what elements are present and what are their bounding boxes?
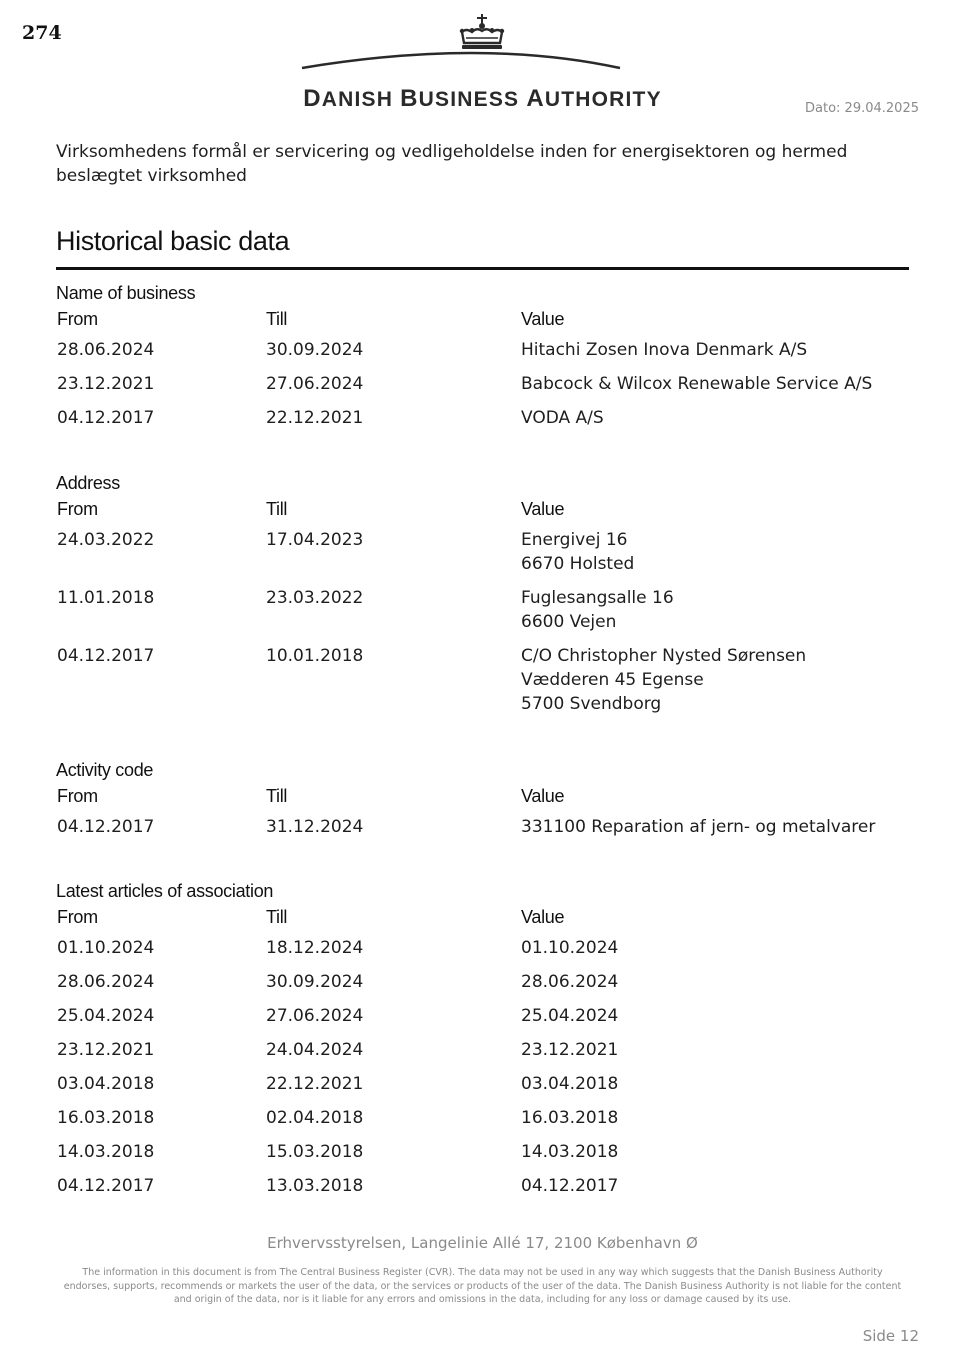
column-header-from: From [57,499,98,519]
cell-from: 16.03.2018 [57,1108,155,1128]
column-header-till: Till [266,907,288,927]
cell-value: 331100 Reparation af jern- og metalvarer [521,817,876,837]
business-purpose: Virksomhedens formål er servicering og vedligeholdelse inden for energisektoren og hermed beslægtet virksomhed [56,142,848,186]
cell-value: 6600 Vejen [521,612,617,632]
cell-till: 27.06.2024 [266,1006,364,1026]
document-date: Dato: 29.04.2025 [805,101,919,116]
cell-from: 23.12.2021 [57,374,155,394]
cell-value: 01.10.2024 [521,938,619,958]
cell-from: 28.06.2024 [57,340,155,360]
column-header-value: Value [521,499,565,519]
cell-value: Energivej 16 [521,530,628,550]
column-header-till: Till [266,786,288,806]
cell-value: Hitachi Zosen Inova Denmark A/S [521,340,808,360]
column-header-till: Till [266,309,288,329]
crown-icon [290,10,675,85]
cell-till: 23.03.2022 [266,588,364,608]
cell-value: 5700 Svendborg [521,694,662,714]
cell-from: 28.06.2024 [57,972,155,992]
danish-business-authority-logo [290,10,675,112]
cell-value: 16.03.2018 [521,1108,619,1128]
column-header-from: From [57,309,98,329]
cell-value: Babcock & Wilcox Renewable Service A/S [521,374,873,394]
cell-value: C/O Christopher Nysted Sørensen [521,646,807,666]
logo-wordmark: DANISH BUSINESS AUTHORITY [303,85,662,112]
cell-till: 17.04.2023 [266,530,364,550]
group-title-name-of-business: Name of business [56,283,196,303]
cell-value: 6670 Holsted [521,554,635,574]
cell-value: 04.12.2017 [521,1176,619,1196]
footer-address: Erhvervsstyrelsen, Langelinie Allé 17, 2100 København Ø [267,1234,698,1252]
cell-value: 23.12.2021 [521,1040,619,1060]
group-title-address: Address [56,473,120,493]
cell-till: 02.04.2018 [266,1108,364,1128]
cell-till: 15.03.2018 [266,1142,364,1162]
group-title-articles: Latest articles of association [56,881,274,901]
page-stamp: 274 [22,22,62,44]
cell-from: 24.03.2022 [57,530,155,550]
column-header-from: From [57,907,98,927]
cell-till: 22.12.2021 [266,408,364,428]
section-title: Historical basic data [56,226,290,256]
cell-till: 27.06.2024 [266,374,364,394]
cell-till: 13.03.2018 [266,1176,364,1196]
cell-value: VODA A/S [521,408,604,428]
cell-till: 22.12.2021 [266,1074,364,1094]
page-number: Side 12 [862,1327,919,1345]
cell-till: 30.09.2024 [266,972,364,992]
column-header-from: From [57,786,98,806]
cell-from: 04.12.2017 [57,646,155,666]
cell-till: 24.04.2024 [266,1040,364,1060]
cell-from: 14.03.2018 [57,1142,155,1162]
column-header-till: Till [266,499,288,519]
footer-disclaimer: The information in this document is from The Central Business Register (CVR). The data may not be used in any way which suggests that the Danish Business Authority endorses, supports, recommends or markets the user of the data, or the services or products of the user of the data. The Danish Business Authority is not liable for the content and origin of the data, nor is it liable for any errors and omissions in the data, including for any loss or damage caused by its use. [63,1267,902,1305]
group-title-activity-code: Activity code [56,760,154,780]
column-header-value: Value [521,786,565,806]
cell-till: 31.12.2024 [266,817,364,837]
column-header-value: Value [521,907,565,927]
cell-value: 14.03.2018 [521,1142,619,1162]
cell-value: 25.04.2024 [521,1006,619,1026]
cell-from: 03.04.2018 [57,1074,155,1094]
cell-from: 04.12.2017 [57,817,155,837]
cell-value: Vædderen 45 Egense [521,670,704,690]
cell-value: Fuglesangsalle 16 [521,588,674,608]
column-header-value: Value [521,309,565,329]
cell-value: 28.06.2024 [521,972,619,992]
cell-from: 11.01.2018 [57,588,155,608]
cell-from: 23.12.2021 [57,1040,155,1060]
cell-from: 04.12.2017 [57,1176,155,1196]
cell-from: 01.10.2024 [57,938,155,958]
cell-till: 18.12.2024 [266,938,364,958]
cell-value: 03.04.2018 [521,1074,619,1094]
cell-till: 30.09.2024 [266,340,364,360]
cell-from: 25.04.2024 [57,1006,155,1026]
title-divider [56,267,909,270]
cell-from: 04.12.2017 [57,408,155,428]
cell-till: 10.01.2018 [266,646,364,666]
